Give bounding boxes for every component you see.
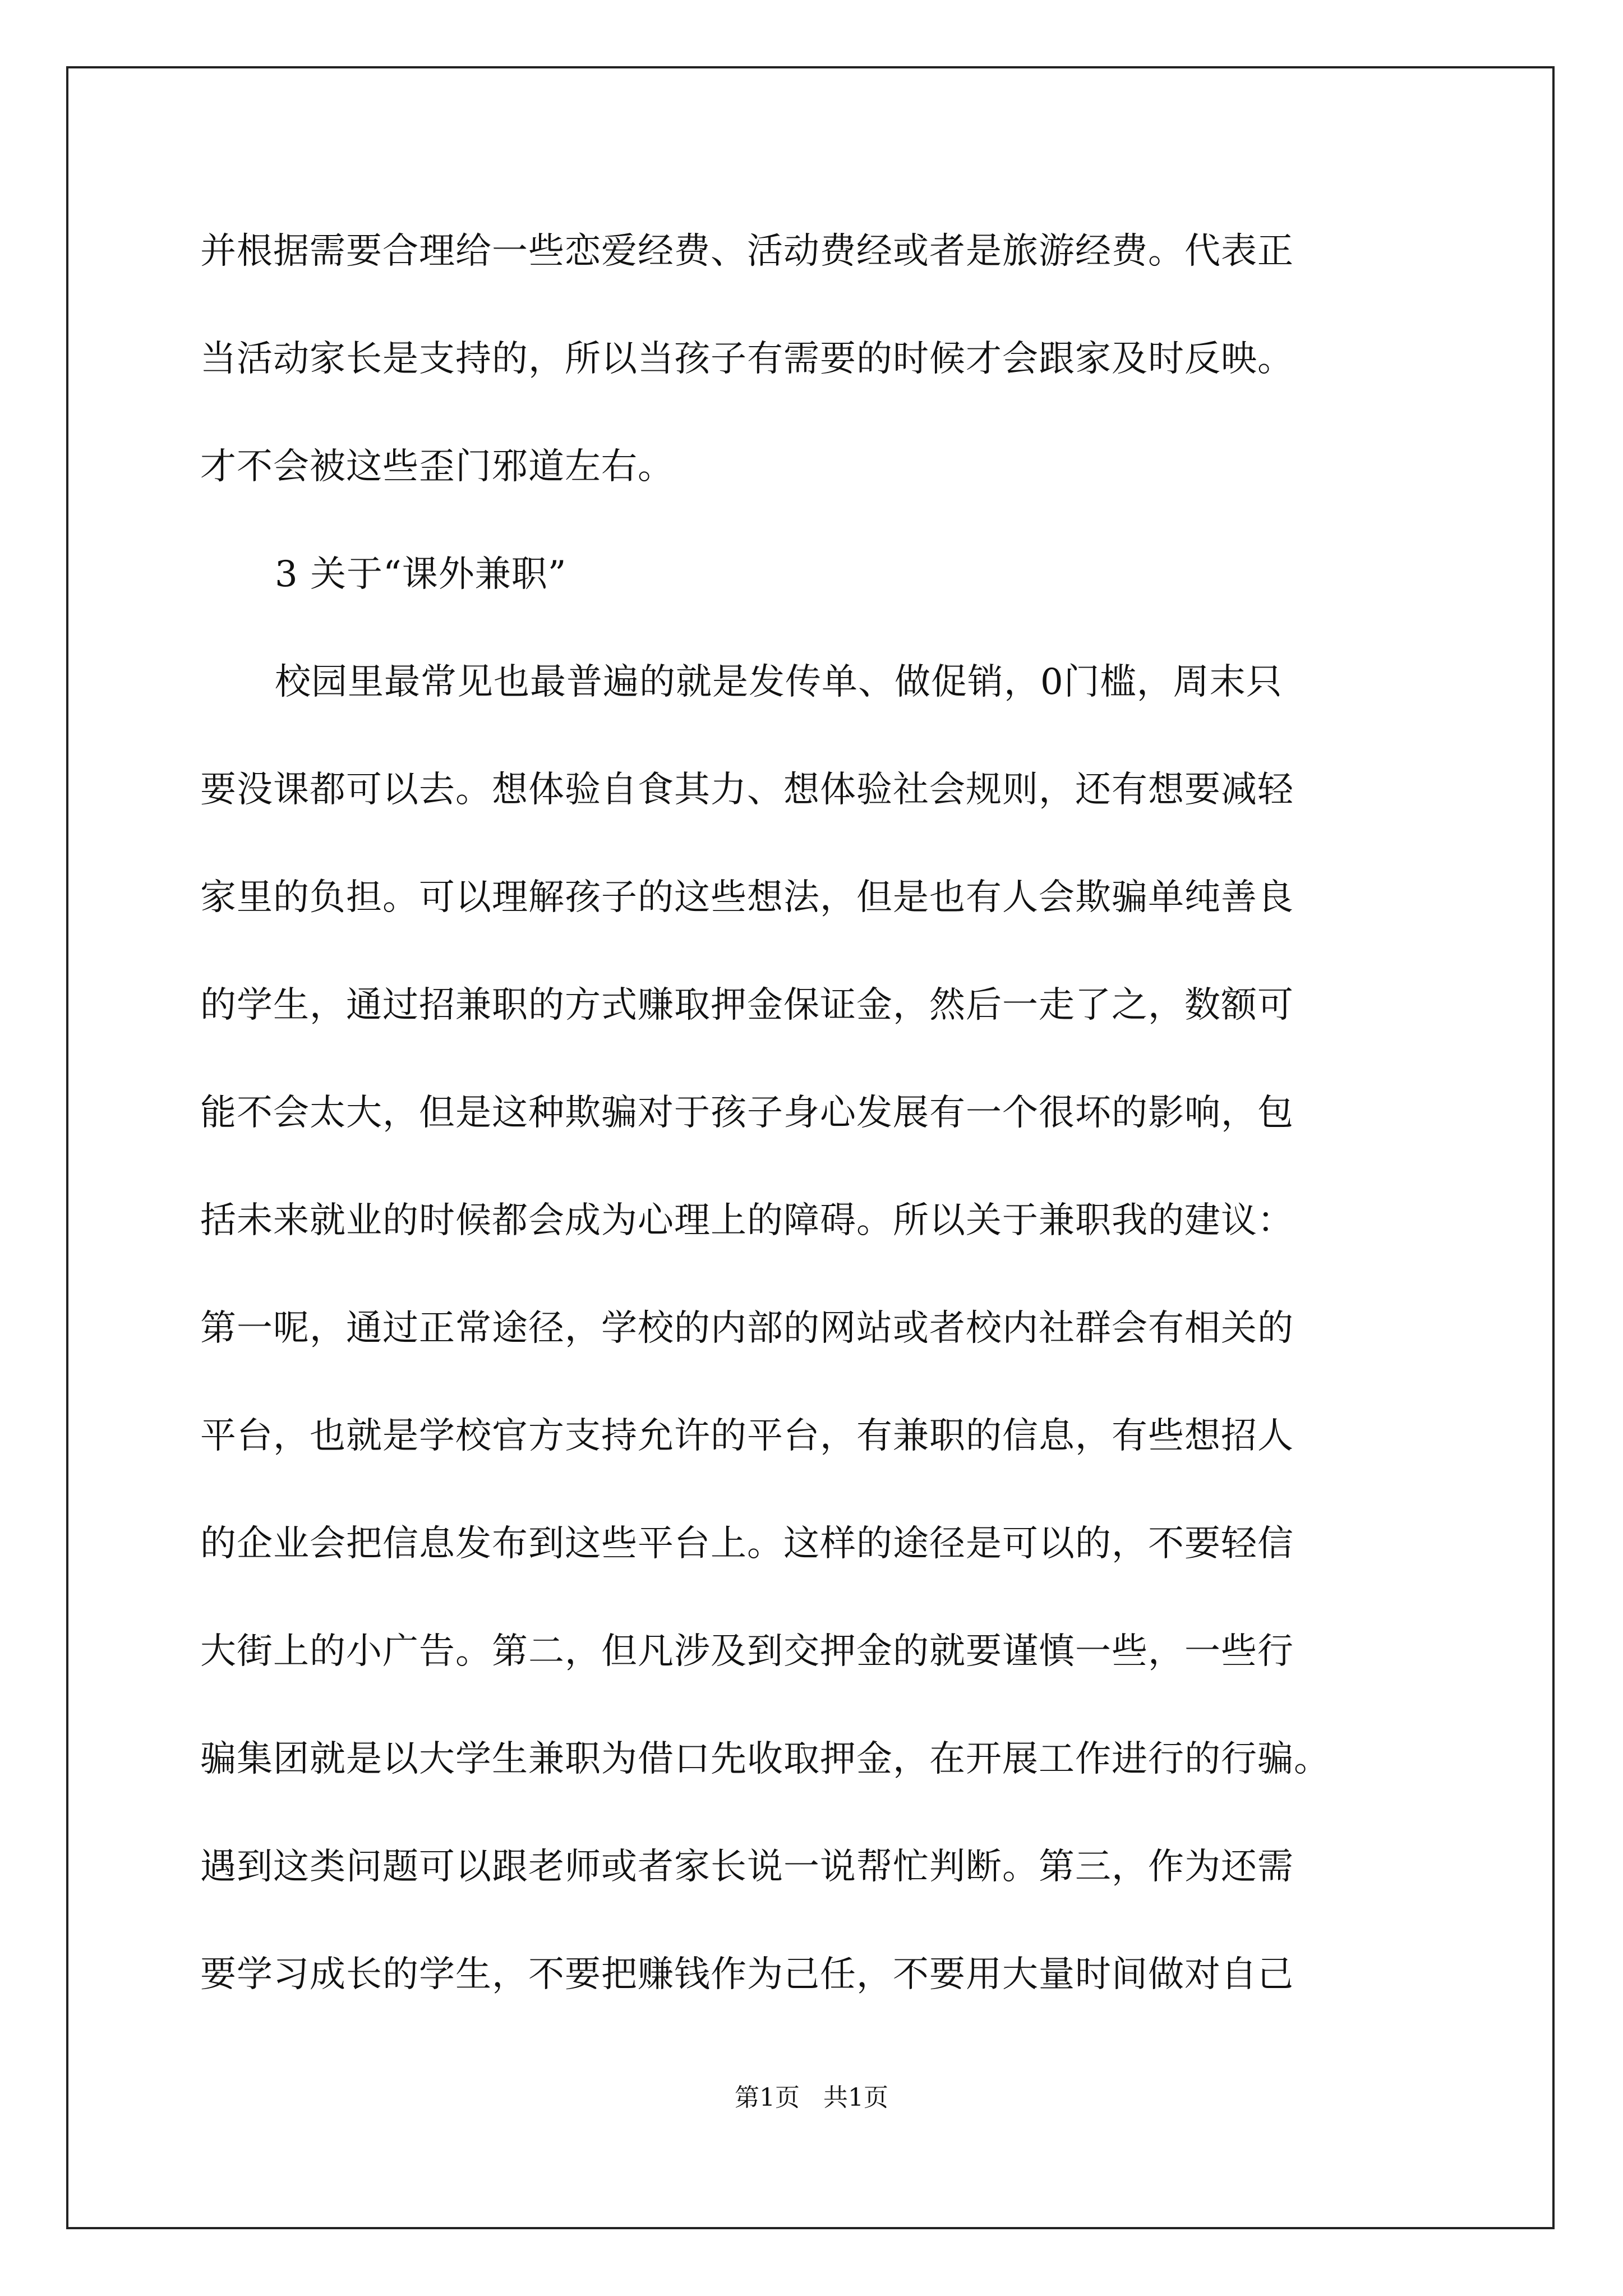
text-line: 括未来就业的时候都会成为心理上的障碍。所以关于兼职我的建议： [200, 1200, 1294, 1241]
text-line: 家里的负担。可以理解孩子的这些想法，但是也有人会欺骗单纯善良 [200, 877, 1294, 918]
page-border [66, 66, 1555, 2229]
paragraph-first-line: 校园里最常见也最普遍的就是发传单、做促销，0门槛，周末只 [275, 661, 1283, 703]
text-line: 第一呢，通过正常途径，学校的内部的网站或者校内社群会有相关的 [200, 1308, 1294, 1349]
text-line: 的企业会把信息发布到这些平台上。这样的途径是可以的，不要轻信 [200, 1523, 1294, 1565]
text-line: 要学习成长的学生，不要把赚钱作为己任，不要用大量时间做对自己 [200, 1954, 1294, 1995]
text-line: 并根据需要合理给一些恋爱经费、活动费经或者是旅游经费。代表正 [200, 231, 1294, 272]
text-line: 能不会太大，但是这种欺骗对于孩子身心发展有一个很坏的影响，包 [200, 1092, 1294, 1134]
text-line: 才不会被这些歪门邪道左右。 [200, 446, 674, 487]
text-line: 平台，也就是学校官方支持允许的平台，有兼职的信息，有些想招人 [200, 1415, 1294, 1457]
text-line: 当活动家长是支持的，所以当孩子有需要的时候才会跟家及时反映。 [200, 338, 1294, 380]
text-line: 遇到这类问题可以跟老师或者家长说一说帮忙判断。第三，作为还需 [200, 1846, 1294, 1888]
text-line: 要没课都可以去。想体验自食其力、想体验社会规则，还有想要减轻 [200, 769, 1294, 811]
text-line: 大街上的小广告。第二，但凡涉及到交押金的就要谨慎一些，一些行 [200, 1631, 1294, 1672]
text-line: 的学生，通过招兼职的方式赚取押金保证金，然后一走了之，数额可 [200, 984, 1294, 1026]
page-number-footer: 第1页 共1页 [735, 2083, 888, 2112]
text-line: 骗集团就是以大学生兼职为借口先收取押金，在开展工作进行的行骗。 [200, 1738, 1330, 1780]
section-heading: 3 关于“课外兼职” [275, 554, 567, 595]
